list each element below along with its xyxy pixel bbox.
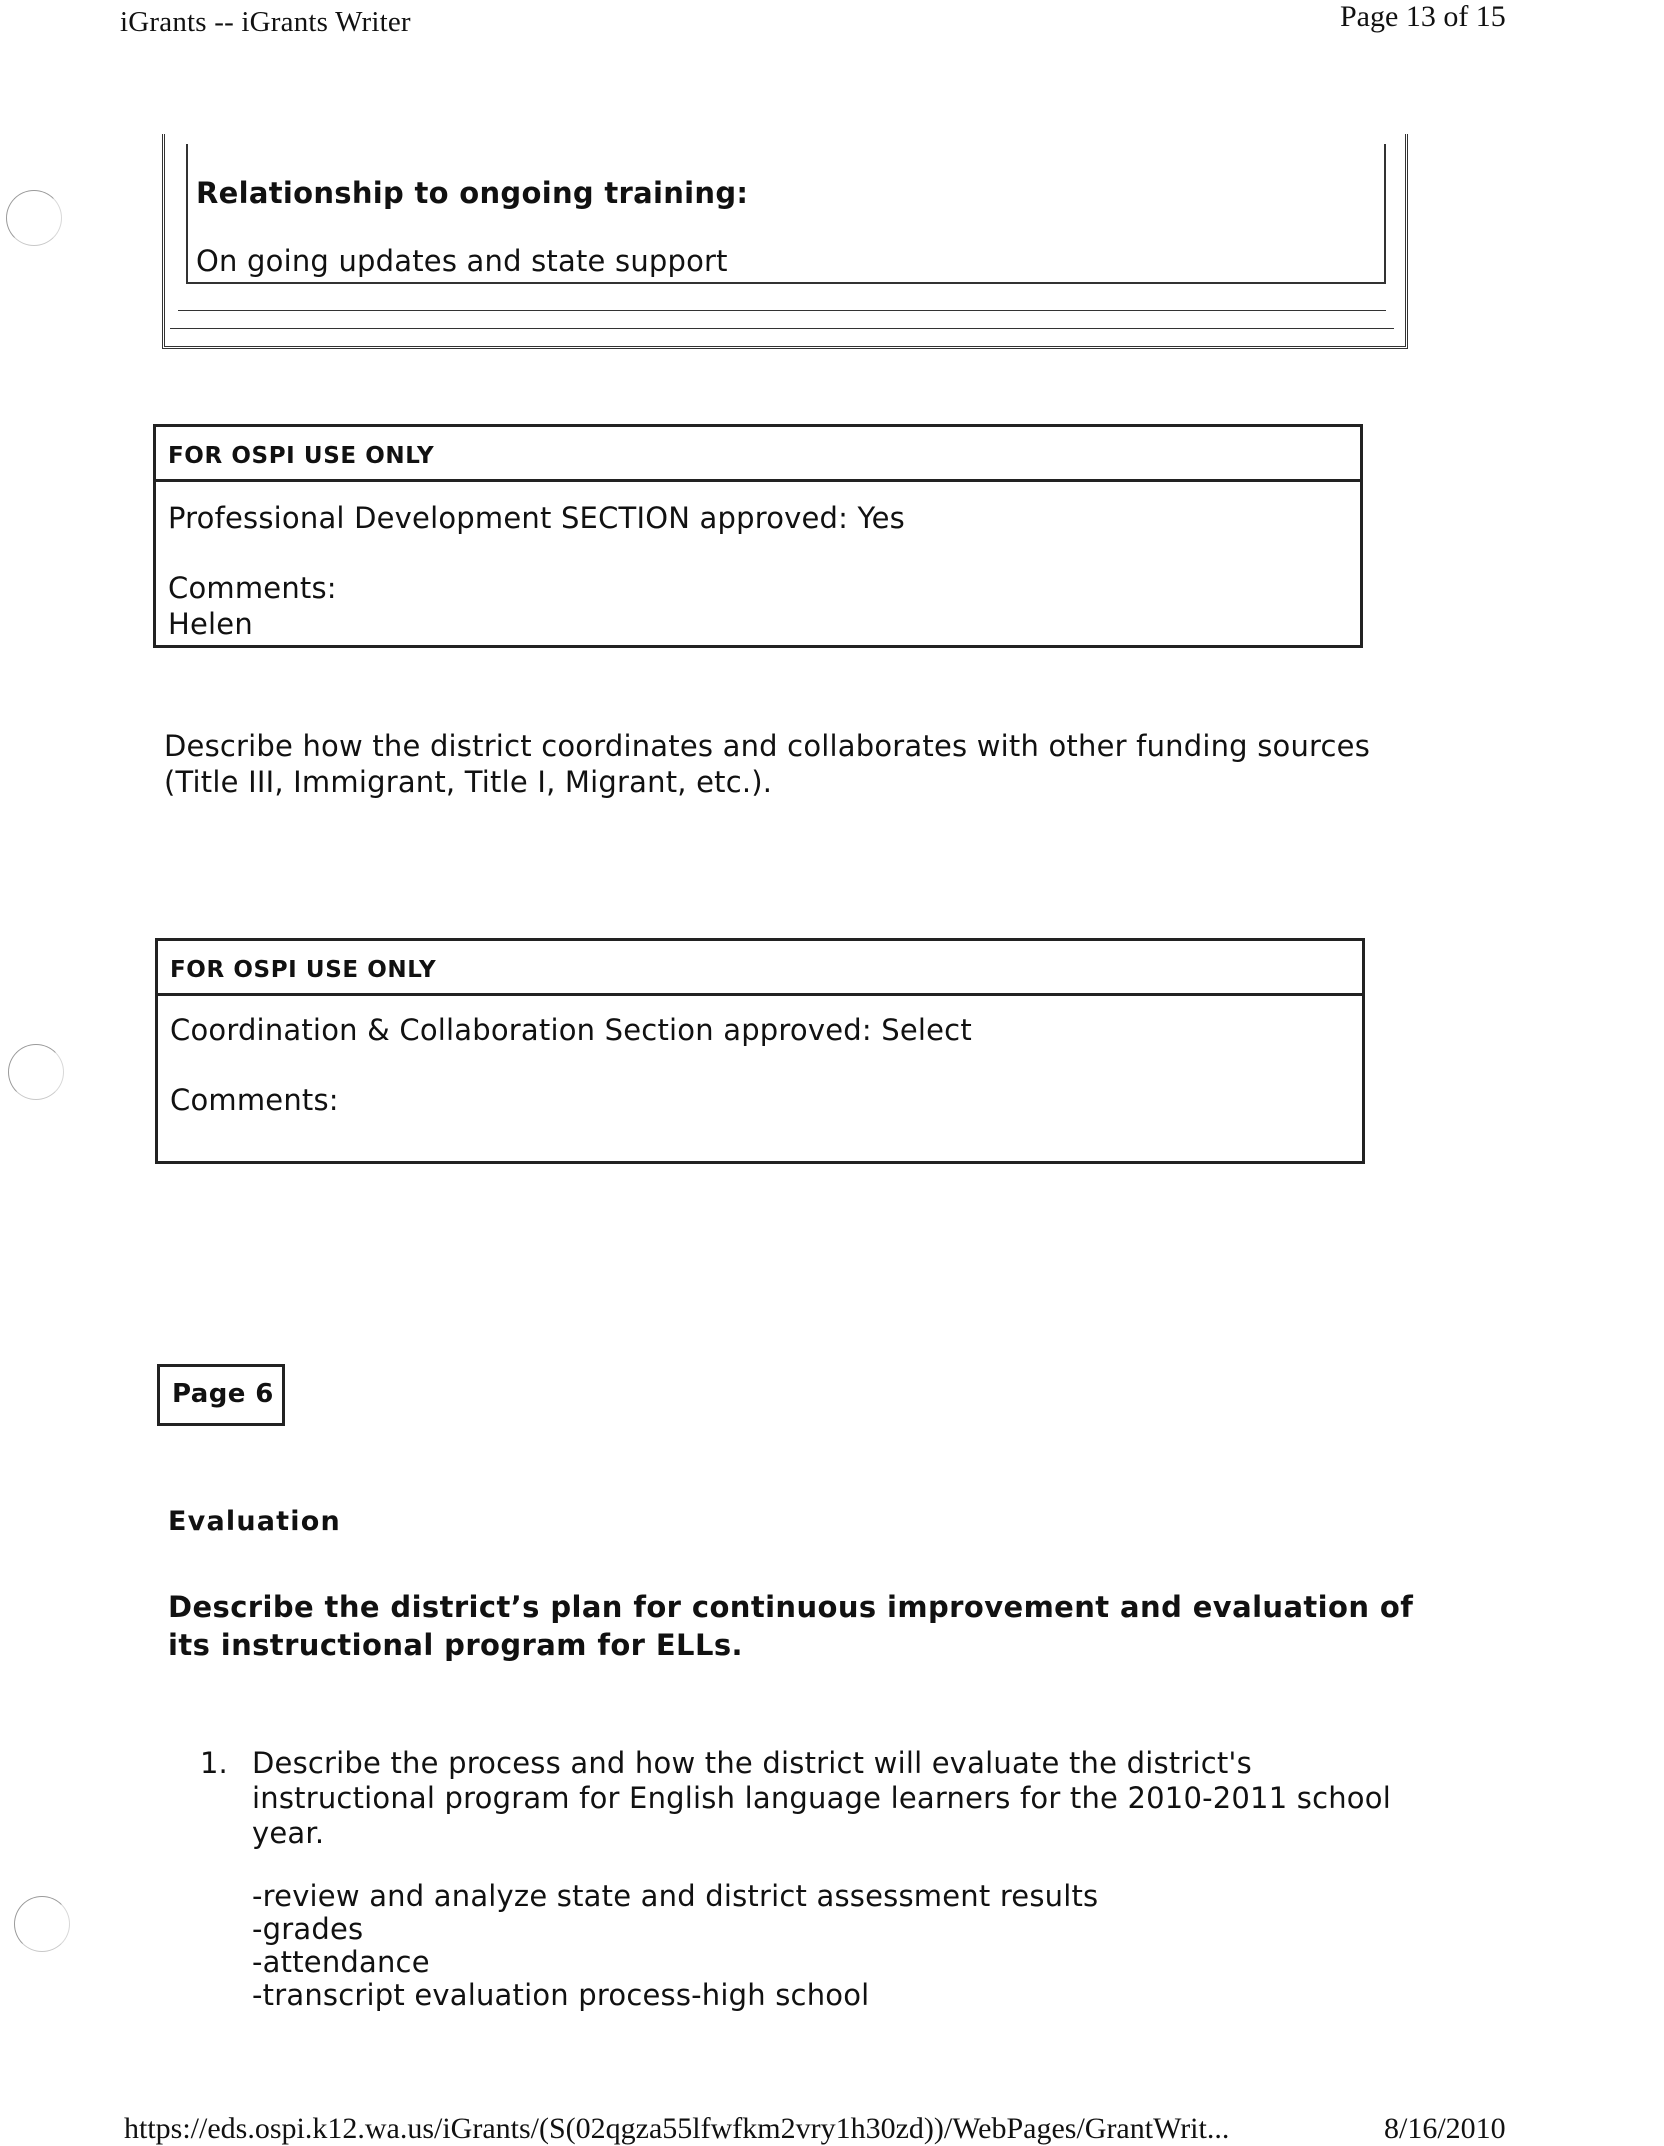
training-label: Relationship to ongoing training: <box>196 176 749 210</box>
coordination-prompt <box>164 728 1370 800</box>
page-number-badge <box>157 1364 285 1426</box>
ospi-box-header <box>158 941 1362 996</box>
question-line: instructional program for English language learners for the 2010-2011 school <box>252 1781 1391 1815</box>
approval-status: Professional Development SECTION approved: Yes <box>168 501 905 535</box>
ospi-review-box-coordination <box>155 938 1365 1164</box>
comments-label: Comments: <box>170 1083 339 1117</box>
print-header-page-number: Page 13 of 15 <box>1340 0 1506 33</box>
evaluation-plan-heading-line: its instructional program for ELLs. <box>168 1628 743 1662</box>
approval-status: Coordination & Collaboration Section approved: Select <box>170 1013 972 1047</box>
ospi-box-heading: FOR OSPI USE ONLY <box>168 443 435 469</box>
print-header-title: iGrants -- iGrants Writer <box>120 6 411 38</box>
comments-value: Helen <box>168 607 253 641</box>
punch-hole-bottom <box>14 1896 70 1952</box>
print-footer-url: https://eds.ospi.k12.wa.us/iGrants/(S(02qgza55lfwfkm2vry1h30zd))/WebPages/GrantWrit... <box>124 2112 1230 2145</box>
section-heading-evaluation: Evaluation <box>168 1506 341 1537</box>
training-value: On going updates and state support <box>196 244 728 278</box>
list-item-number: 1. <box>200 1746 228 1780</box>
answer-line: -review and analyze state and district assessment results <box>252 1879 1099 1913</box>
ospi-box-heading: FOR OSPI USE ONLY <box>170 957 437 983</box>
answer-line: -attendance <box>252 1945 430 1979</box>
comments-label: Comments: <box>168 571 337 605</box>
ospi-box-header <box>156 427 1360 482</box>
answer-line: -grades <box>252 1912 364 1946</box>
frame-divider-line <box>170 328 1394 329</box>
punch-hole-middle <box>8 1044 64 1100</box>
coordination-prompt-line: (Title III, Immigrant, Title I, Migrant, etc.). <box>164 765 773 799</box>
ospi-review-box-professional-development <box>153 424 1363 648</box>
question-line: year. <box>252 1816 325 1850</box>
answer-line: -transcript evaluation process-high school <box>252 1978 870 2012</box>
evaluation-plan-heading <box>168 1588 1413 1664</box>
coordination-prompt-line: Describe how the district coordinates and collaborates with other funding sources <box>164 729 1371 763</box>
evaluation-plan-heading-line: Describe the district’s plan for continuous improvement and evaluation of <box>168 1590 1414 1624</box>
frame-divider-line <box>178 310 1386 311</box>
answer-list <box>252 1880 1098 2012</box>
question-line: Describe the process and how the district will evaluate the district's <box>252 1746 1252 1780</box>
print-footer-date: 8/16/2010 <box>1384 2112 1506 2145</box>
page-number-label: Page 6 <box>172 1379 274 1409</box>
punch-hole-top <box>6 190 62 246</box>
list-item-question <box>252 1746 1391 1851</box>
